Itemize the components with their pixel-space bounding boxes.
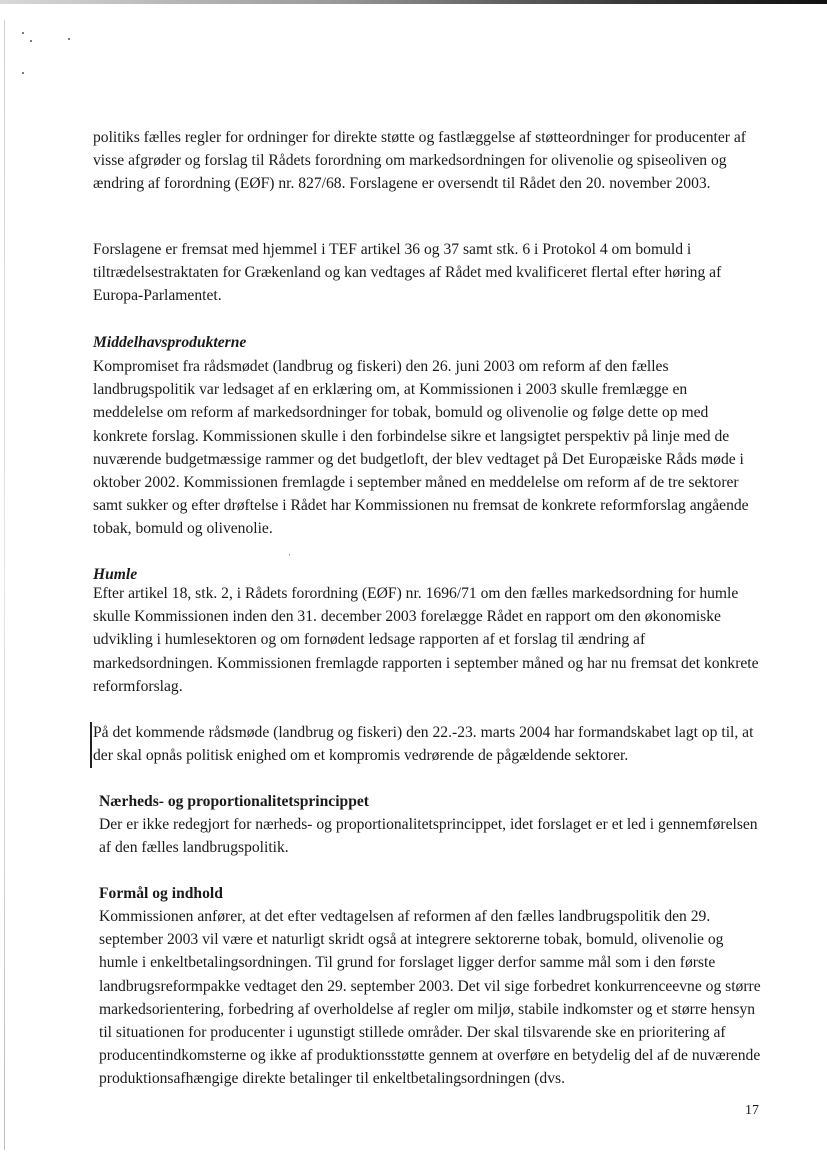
page-number: 17 [745,1103,759,1118]
paragraph-legal-basis: Forslagene er fremsat med hjemmel i TEF artikel 36 og 37 samt stk. 6 i Protokol 4 om bomuld i tiltrædelsestraktaten for Grækenland og kan vedtages af Rådet med kvalificeret flertal efter høring af Europa-Parlamentet. [93,241,722,305]
paragraph-middelhavsprodukterne: Kompromiset fra rådsmødet (landbrug og fiskeri) den 26. juni 2003 om reform af den fælles landbrugspolitik var ledsaget af en erklæring om, at Kommissionen i 2003 skulle fremlægge en meddelelse om reform af markedsordninger for tobak, bomuld og olivenolie og følge dette op med konkrete forslag. Kommissionen skulle i den forbindelse sikre et langsigtet perspektiv på linje med de nuværende budgetmæssige rammer og det budgetloft, der blev vedtaget på Det Europæiske Råds møde i oktober 2002. Kommissionen fremlagde i september måned en meddelelse om reform af de tre sektorer samt sukker og efter drøftelse i Rådet har Kommissionen nu fremsat de konkrete reformforslag angående tobak, bomuld og olivenolie. [93,358,749,538]
heading-humle: Humle [93,566,138,583]
paragraph-humle: Efter artikel 18, stk. 2, i Rådets forordning (EØF) nr. 1696/71 om den fælles markedsordning for humle skulle Kommissionen inden den 31. december 2003 forelægge Rådet en rapport om den økonomiske udvikling i humlesektoren og om fornødent ledsage rapporten af et forslag til ændring af markedsordningen. Kommissionen fremlagde rapporten i september måned og har nu fremsat det konkrete reformforslag. [93,585,759,695]
paragraph-formaal: Kommissionen anfører, at det efter vedtagelsen af reformen af den fælles landbrugspolitik den 29. september 2003 vil være et naturligt skridt også at integrere sektorerne tobak, bomuld, olivenolie og humle i enkeltbetalingsordningen. Til grund for forslaget ligger derfor samme mål som i den første landbrugsreformpakke vedtaget den 29. september 2003. Det vil sige forbedret konkurrenceevne og større markedsorientering, forbedring af overholdelse af regler om miljø, stabile indkomster og et større hensyn til situationen for producenter i ugunstigt stillede områder. Der skal tilsvarende ske en prioritering af producentindkomsterne og ikke af produktionsstøtte gennem at overføre en betydelig del af de nuværende produktionsafhængige direkte betalinger til enkeltbetalingsordningen (dvs. [99,908,761,1088]
paragraph-council-meeting: På det kommende rådsmøde (landbrug og fiskeri) den 22.-23. marts 2004 har formandskabet lagt op til, at der skal opnås politisk enighed om et kompromis vedrørende de pågældende sektorer. [93,724,754,765]
paragraph-naerhed: Der er ikke redegjort for nærheds- og proportionalitetsprincippet, idet forslaget er et led i gennemførelsen af den fælles landbrugspolitik. [99,816,758,857]
paragraph-intro: politiks fælles regler for ordninger for direkte støtte og fastlæggelse af støtteordninger for producenter af visse afgrøder og forslag til Rådets forordning om markedsordningen for olivenolie og spiseoliven og ændring af forordning (EØF) nr. 827/68. Forslagene er oversendt til Rådet den 20. november 2003. [93,129,747,193]
heading-formaal: Formål og indhold [99,885,223,902]
heading-naerhed: Nærheds- og proportionalitetsprincippet [99,793,370,810]
heading-middelhavsprodukterne: Middelhavsprodukterne [93,334,247,351]
stray-mark: ˌ [288,545,292,556]
revision-change-bar [90,722,92,768]
